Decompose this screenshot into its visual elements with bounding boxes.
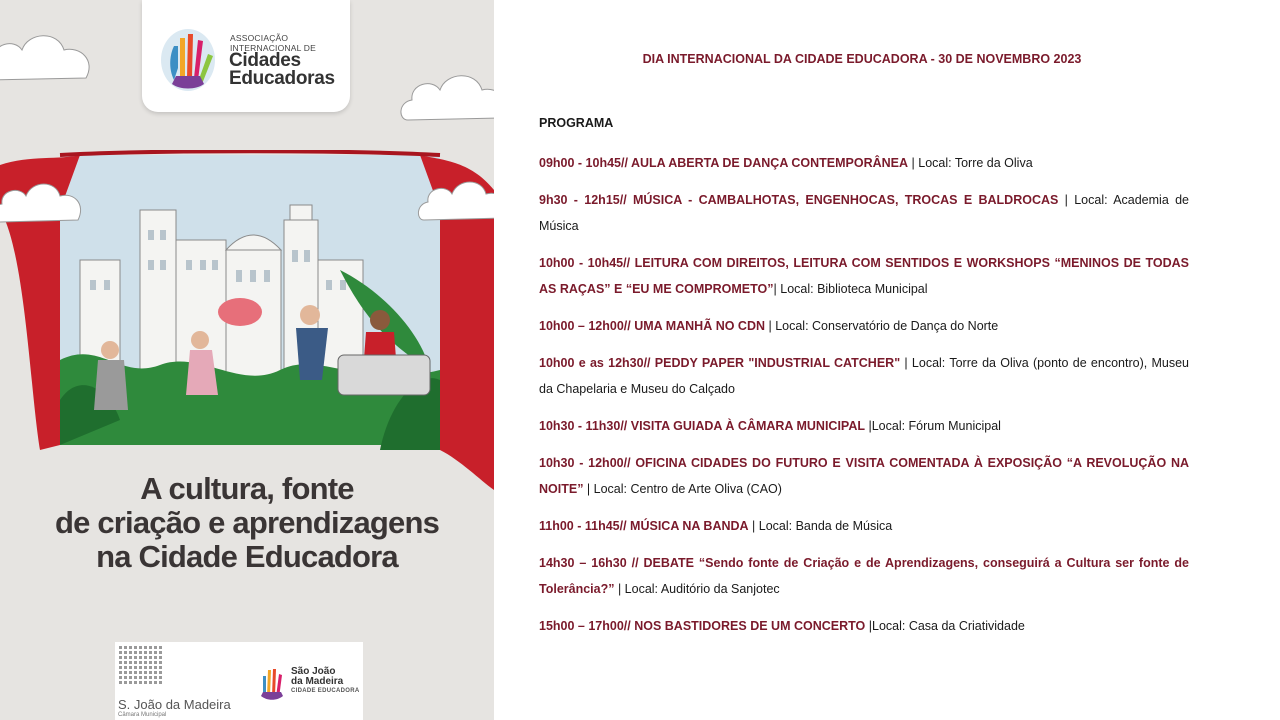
programme-item [539, 150, 1189, 176]
association-name-big [229, 52, 335, 88]
programme-item [539, 413, 1189, 439]
item-activity: PEDDY PAPER "INDUSTRIAL CATCHER" [650, 356, 901, 370]
cloud-top-left-icon [0, 20, 100, 90]
item-activity: AULA ABERTA DE DANÇA CONTEMPORÂNEA [627, 156, 909, 170]
item-activity: MÚSICA NA BANDA [626, 519, 749, 533]
item-time: 10h30 - 11h30 [539, 419, 621, 433]
item-time: 15h00 – 17h00 [539, 619, 624, 633]
item-activity: DEBATE “Sendo fonte de Criação e de Aprendizagens, conseguirá a Cultura ser fonte de Tolerância?” [539, 556, 1189, 596]
educating-city-name [291, 667, 343, 687]
item-separator: // [626, 556, 639, 570]
programme-item [539, 350, 1189, 402]
item-location: | Local: Conservatório de Dança do Norte [765, 319, 999, 333]
item-location: | Local: Centro de Arte Oliva (CAO) [583, 482, 782, 496]
programme-item [539, 313, 1189, 339]
educating-city-line-1: São João [291, 666, 336, 677]
programme-heading: PROGRAMA [539, 116, 614, 130]
item-separator: // [643, 356, 651, 370]
item-activity: LEITURA COM DIREITOS, LEITURA COM SENTIDOS E WORKSHOPS “MENINOS DE TODAS AS RAÇAS” E “EU ME COMPROMETO” [539, 256, 1189, 296]
item-time: 14h30 – 16h30 [539, 556, 627, 570]
item-time: 10h30 - 12h00 [539, 456, 624, 470]
assoc-line-4: Educadoras [229, 68, 335, 89]
item-time: 11h00 - 11h45 [539, 519, 620, 533]
item-location: | Local: Torre da Oliva [908, 156, 1033, 170]
document-title: DIA INTERNACIONAL DA CIDADE EDUCADORA - 30 DE NOVEMBRO 2023 [642, 52, 1082, 66]
item-location: | Local: Torre da Oliva (ponto de encontro), Museu da Chapelaria e Museu do Calçado [539, 356, 1189, 396]
cloud-right-icon [416, 170, 494, 228]
item-separator: // [621, 156, 628, 170]
item-time: 10h00 – 12h00 [539, 319, 624, 333]
item-time: 10h00 e as 12h30 [539, 356, 644, 370]
educating-city-line-2: da Madeira [291, 676, 344, 687]
headline-line-1: A cultura, fonte [140, 471, 354, 506]
item-activity: VISITA GUIADA À CÂMARA MUNICIPAL [627, 419, 865, 433]
programme-item [539, 613, 1189, 639]
hand-logo-icon [160, 28, 216, 92]
cloud-top-right-icon [398, 60, 494, 130]
event-poster [0, 0, 494, 720]
item-separator: // [619, 193, 627, 207]
poster-headline [0, 472, 494, 574]
item-separator: // [619, 519, 627, 533]
city-hall-logo-icon [119, 646, 165, 686]
headline-line-2: de criação e aprendizagens [54, 505, 440, 540]
item-location: |Local: Fórum Municipal [865, 419, 1001, 433]
item-location: | Local: Auditório da Sanjotec [614, 582, 780, 596]
item-activity: UMA MANHÃ NO CDN [630, 319, 765, 333]
assoc-line-3: Cidades [229, 50, 301, 71]
item-time: 09h00 - 10h45 [539, 156, 621, 170]
item-separator: // [620, 419, 628, 433]
item-location: |Local: Casa da Criatividade [865, 619, 1025, 633]
headline-line-3: na Cidade Educadora [96, 539, 398, 574]
programme-item [539, 187, 1189, 239]
sponsor-logos [115, 642, 363, 720]
item-activity: OFICINA CIDADES DO FUTURO E VISITA COMENTADA À EXPOSIÇÃO “A REVOLUÇÃO NA NOITE” [539, 456, 1190, 496]
item-location: | Local: Academia de Música [539, 193, 1189, 233]
item-location: | Local: Biblioteca Municipal [773, 282, 928, 296]
programme-item [539, 450, 1189, 502]
programme-item [539, 250, 1189, 302]
item-separator: // [623, 256, 631, 270]
item-separator: // [623, 456, 631, 470]
programme-list [539, 150, 1189, 650]
programme-item [539, 513, 1189, 539]
item-time: 10h00 - 10h45 [539, 256, 624, 270]
educating-city-tag: CIDADE EDUCADORA [291, 688, 360, 694]
item-location: | Local: Banda de Música [748, 519, 893, 533]
association-logo-card [142, 0, 350, 112]
cloud-left-icon [0, 170, 90, 230]
item-separator: // [623, 319, 631, 333]
educating-city-hand-icon [257, 666, 287, 700]
city-hall-name: S. João da Madeira [118, 697, 231, 712]
item-time: 9h30 - 12h15 [539, 193, 620, 207]
item-activity: MÚSICA - CAMBALHOTAS, ENGENHOCAS, TROCAS E BALDROCAS [626, 193, 1059, 207]
assoc-line-2: INTERNACIONAL DE [230, 43, 317, 53]
item-activity: NOS BASTIDORES DE UM CONCERTO [630, 619, 866, 633]
assoc-line-1: ASSOCIAÇÃO [230, 33, 289, 43]
item-separator: // [623, 619, 631, 633]
programme-item [539, 550, 1189, 602]
city-hall-subtitle: Câmara Municipal [118, 712, 167, 718]
